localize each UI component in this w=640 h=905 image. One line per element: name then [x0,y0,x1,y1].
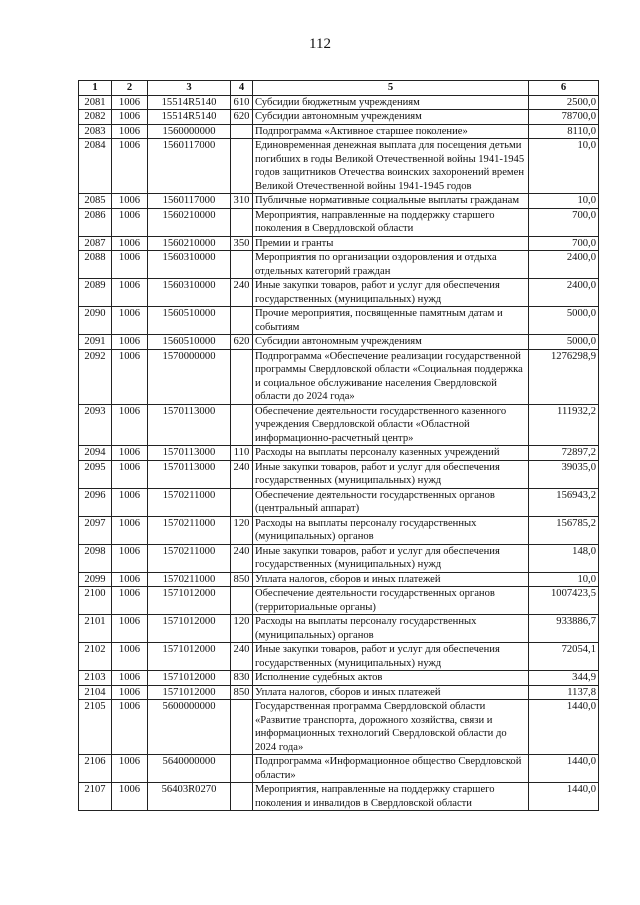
target-article-code-cell: 1560510000 [148,307,231,335]
expense-type-code-cell [231,124,253,139]
target-article-code-cell: 15514R5140 [148,95,231,110]
table-row [79,685,599,700]
amount-cell: 933886,7 [529,615,599,643]
amount-cell: 148,0 [529,544,599,572]
item-name-cell: Уплата налогов, сборов и иных платежей [253,685,529,700]
amount-cell: 5000,0 [529,307,599,335]
item-name-cell: Расходы на выплаты персоналу казенных учреждений [253,446,529,461]
row-number-cell: 2088 [79,251,112,279]
amount-cell: 39035,0 [529,460,599,488]
row-number-cell: 2107 [79,783,112,811]
target-article-code-cell: 5600000000 [148,700,231,755]
target-article-code-cell: 1570211000 [148,544,231,572]
target-article-code-cell: 1571012000 [148,671,231,686]
table-row [79,139,599,194]
item-name-cell: Мероприятия, направленные на поддержку старшего поколения и инвалидов в Свердловской области [253,783,529,811]
row-number-cell: 2086 [79,208,112,236]
target-article-code-cell: 1570113000 [148,460,231,488]
table-row [79,755,599,783]
header-cell: 6 [529,81,599,96]
target-article-code-cell: 5640000000 [148,755,231,783]
section-code-cell: 1006 [112,236,148,251]
row-number-cell: 2104 [79,685,112,700]
item-name-cell: Субсидии автономным учреждениям [253,335,529,350]
section-code-cell: 1006 [112,671,148,686]
item-name-cell: Иные закупки товаров, работ и услуг для обеспечения государственных (муниципальных) нужд [253,279,529,307]
section-code-cell: 1006 [112,488,148,516]
amount-cell: 1440,0 [529,755,599,783]
table-row [79,335,599,350]
table-row [79,208,599,236]
section-code-cell: 1006 [112,110,148,125]
expense-type-code-cell: 240 [231,460,253,488]
row-number-cell: 2082 [79,110,112,125]
header-cell: 1 [79,81,112,96]
amount-cell: 1137,8 [529,685,599,700]
table-row [79,587,599,615]
expense-type-code-cell: 850 [231,685,253,700]
expense-type-code-cell: 610 [231,95,253,110]
target-article-code-cell: 1560000000 [148,124,231,139]
row-number-cell: 2096 [79,488,112,516]
section-code-cell: 1006 [112,335,148,350]
amount-cell: 78700,0 [529,110,599,125]
header-cell: 3 [148,81,231,96]
section-code-cell: 1006 [112,279,148,307]
amount-cell: 1276298,9 [529,349,599,404]
table-row [79,460,599,488]
table-header-row [79,81,599,96]
row-number-cell: 2091 [79,335,112,350]
item-name-cell: Единовременная денежная выплата для посещения детьми погибших в годы Великой Отечественной войны 1941-1945 годов защитников Отечества воинских захоронений времен Великой Отечественной войны 1941-1945 годов [253,139,529,194]
table-row [79,643,599,671]
row-number-cell: 2098 [79,544,112,572]
row-number-cell: 2101 [79,615,112,643]
section-code-cell: 1006 [112,755,148,783]
amount-cell: 156785,2 [529,516,599,544]
header-cell: 4 [231,81,253,96]
item-name-cell: Премии и гранты [253,236,529,251]
item-name-cell: Иные закупки товаров, работ и услуг для обеспечения государственных (муниципальных) нужд [253,460,529,488]
section-code-cell: 1006 [112,349,148,404]
section-code-cell: 1006 [112,685,148,700]
expense-type-code-cell [231,139,253,194]
expense-type-code-cell [231,488,253,516]
item-name-cell: Публичные нормативные социальные выплаты гражданам [253,194,529,209]
expense-type-code-cell: 620 [231,110,253,125]
amount-cell: 1007423,5 [529,587,599,615]
expense-type-code-cell [231,755,253,783]
expense-type-code-cell [231,587,253,615]
section-code-cell: 1006 [112,516,148,544]
amount-cell: 72054,1 [529,643,599,671]
item-name-cell: Подпрограмма «Активное старшее поколение» [253,124,529,139]
row-number-cell: 2093 [79,404,112,446]
amount-cell: 10,0 [529,139,599,194]
target-article-code-cell: 1560210000 [148,208,231,236]
table-row [79,307,599,335]
target-article-code-cell: 1570211000 [148,516,231,544]
expense-type-code-cell: 110 [231,446,253,461]
section-code-cell: 1006 [112,404,148,446]
table-row [79,251,599,279]
table-row [79,615,599,643]
amount-cell: 700,0 [529,236,599,251]
row-number-cell: 2102 [79,643,112,671]
section-code-cell: 1006 [112,208,148,236]
expense-type-code-cell: 850 [231,572,253,587]
expense-type-code-cell [231,783,253,811]
section-code-cell: 1006 [112,615,148,643]
item-name-cell: Государственная программа Свердловской области «Развитие транспорта, дорожного хозяйства, связи и информационных технологий Свердловской области до 2024 года» [253,700,529,755]
expense-type-code-cell: 120 [231,516,253,544]
expense-type-code-cell: 240 [231,544,253,572]
section-code-cell: 1006 [112,587,148,615]
row-number-cell: 2084 [79,139,112,194]
target-article-code-cell: 1560117000 [148,139,231,194]
row-number-cell: 2092 [79,349,112,404]
target-article-code-cell: 1570113000 [148,446,231,461]
item-name-cell: Мероприятия по организации оздоровления и отдыха отдельных категорий граждан [253,251,529,279]
row-number-cell: 2105 [79,700,112,755]
section-code-cell: 1006 [112,194,148,209]
row-number-cell: 2097 [79,516,112,544]
section-code-cell: 1006 [112,572,148,587]
expense-type-code-cell: 120 [231,615,253,643]
table-row [79,516,599,544]
section-code-cell: 1006 [112,700,148,755]
target-article-code-cell: 1560510000 [148,335,231,350]
expense-type-code-cell: 240 [231,279,253,307]
item-name-cell: Мероприятия, направленные на поддержку старшего поколения в Свердловской области [253,208,529,236]
expense-type-code-cell: 240 [231,643,253,671]
amount-cell: 1440,0 [529,783,599,811]
expense-type-code-cell [231,208,253,236]
target-article-code-cell: 56403R0270 [148,783,231,811]
table-row [79,671,599,686]
row-number-cell: 2099 [79,572,112,587]
row-number-cell: 2087 [79,236,112,251]
amount-cell: 2500,0 [529,95,599,110]
amount-cell: 8110,0 [529,124,599,139]
header-cell: 2 [112,81,148,96]
amount-cell: 2400,0 [529,279,599,307]
table-row [79,236,599,251]
section-code-cell: 1006 [112,446,148,461]
amount-cell: 156943,2 [529,488,599,516]
amount-cell: 10,0 [529,572,599,587]
target-article-code-cell: 1571012000 [148,615,231,643]
item-name-cell: Обеспечение деятельности государственных органов (территориальные органы) [253,587,529,615]
item-name-cell: Подпрограмма «Информационное общество Свердловской области» [253,755,529,783]
target-article-code-cell: 1560210000 [148,236,231,251]
row-number-cell: 2094 [79,446,112,461]
table-row [79,700,599,755]
item-name-cell: Субсидии автономным учреждениям [253,110,529,125]
item-name-cell: Субсидии бюджетным учреждениям [253,95,529,110]
header-cell: 5 [253,81,529,96]
expense-type-code-cell [231,251,253,279]
table-row [79,124,599,139]
amount-cell: 5000,0 [529,335,599,350]
expense-type-code-cell: 830 [231,671,253,686]
table-row [79,110,599,125]
target-article-code-cell: 1571012000 [148,685,231,700]
expense-type-code-cell: 310 [231,194,253,209]
table-row [79,446,599,461]
target-article-code-cell: 1571012000 [148,643,231,671]
section-code-cell: 1006 [112,307,148,335]
page-number: 112 [309,36,331,52]
expense-type-code-cell [231,404,253,446]
section-code-cell: 1006 [112,251,148,279]
table-row [79,194,599,209]
row-number-cell: 2106 [79,755,112,783]
expense-type-code-cell [231,349,253,404]
section-code-cell: 1006 [112,124,148,139]
item-name-cell: Расходы на выплаты персоналу государственных (муниципальных) органов [253,516,529,544]
table-row [79,404,599,446]
table-row [79,488,599,516]
row-number-cell: 2103 [79,671,112,686]
target-article-code-cell: 1570211000 [148,572,231,587]
table-row [79,783,599,811]
target-article-code-cell: 1560310000 [148,279,231,307]
row-number-cell: 2083 [79,124,112,139]
item-name-cell: Обеспечение деятельности государственных органов (центральный аппарат) [253,488,529,516]
row-number-cell: 2089 [79,279,112,307]
item-name-cell: Расходы на выплаты персоналу государственных (муниципальных) органов [253,615,529,643]
table-row [79,95,599,110]
table-row [79,544,599,572]
section-code-cell: 1006 [112,95,148,110]
row-number-cell: 2090 [79,307,112,335]
item-name-cell: Исполнение судебных актов [253,671,529,686]
item-name-cell: Иные закупки товаров, работ и услуг для обеспечения государственных (муниципальных) нужд [253,643,529,671]
target-article-code-cell: 1560117000 [148,194,231,209]
table-row [79,349,599,404]
section-code-cell: 1006 [112,139,148,194]
table-row [79,572,599,587]
item-name-cell: Иные закупки товаров, работ и услуг для обеспечения государственных (муниципальных) нужд [253,544,529,572]
amount-cell: 1440,0 [529,700,599,755]
item-name-cell: Обеспечение деятельности государственного казенного учреждения Свердловской области «Областной информационно-расчетный центр» [253,404,529,446]
row-number-cell: 2095 [79,460,112,488]
amount-cell: 111932,2 [529,404,599,446]
section-code-cell: 1006 [112,643,148,671]
amount-cell: 344,9 [529,671,599,686]
section-code-cell: 1006 [112,783,148,811]
budget-table [78,80,599,811]
target-article-code-cell: 1570000000 [148,349,231,404]
row-number-cell: 2081 [79,95,112,110]
item-name-cell: Уплата налогов, сборов и иных платежей [253,572,529,587]
amount-cell: 700,0 [529,208,599,236]
amount-cell: 2400,0 [529,251,599,279]
amount-cell: 10,0 [529,194,599,209]
row-number-cell: 2100 [79,587,112,615]
target-article-code-cell: 1571012000 [148,587,231,615]
expense-type-code-cell: 620 [231,335,253,350]
amount-cell: 72897,2 [529,446,599,461]
row-number-cell: 2085 [79,194,112,209]
section-code-cell: 1006 [112,544,148,572]
table-row [79,279,599,307]
target-article-code-cell: 15514R5140 [148,110,231,125]
expense-type-code-cell: 350 [231,236,253,251]
item-name-cell: Прочие мероприятия, посвященные памятным датам и событиям [253,307,529,335]
expense-type-code-cell [231,307,253,335]
item-name-cell: Подпрограмма «Обеспечение реализации государственной программы Свердловской области «Социальная поддержка и социальное обслуживание населения Свердловской области до 2024 года» [253,349,529,404]
target-article-code-cell: 1570113000 [148,404,231,446]
expense-type-code-cell [231,700,253,755]
target-article-code-cell: 1570211000 [148,488,231,516]
section-code-cell: 1006 [112,460,148,488]
target-article-code-cell: 1560310000 [148,251,231,279]
